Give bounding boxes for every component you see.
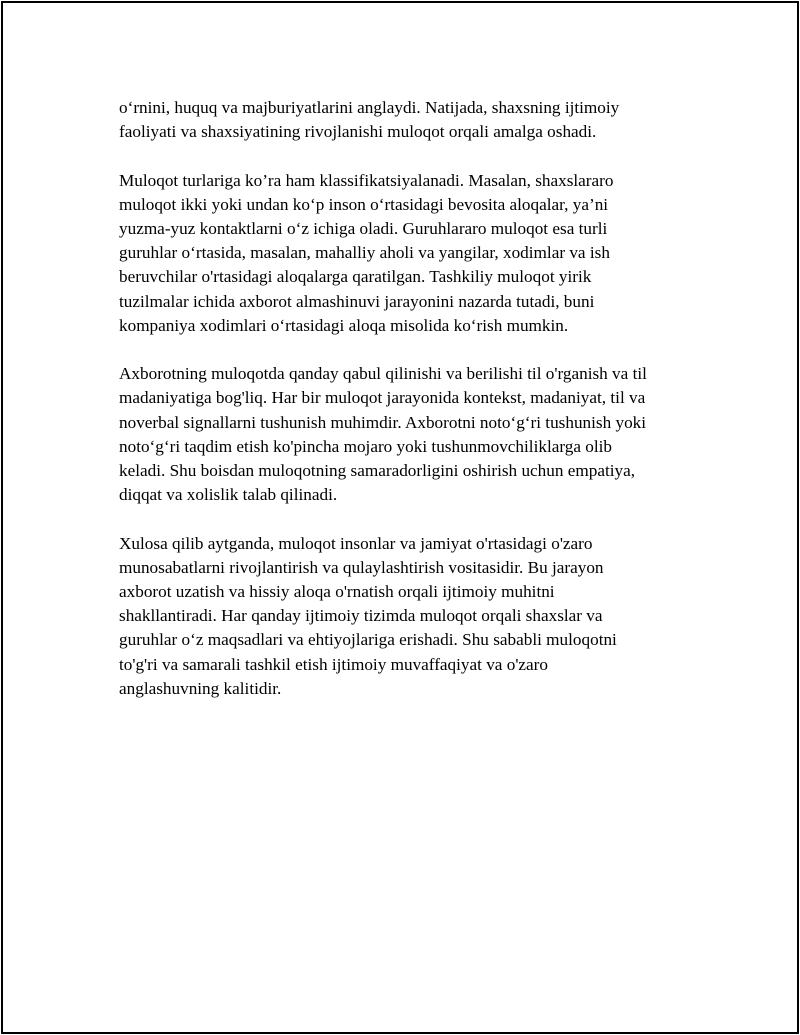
paragraph-3: [119, 362, 699, 507]
text-line: tuzilmalar ichida axborot almashinuvi jarayonini nazarda tutadi, buni: [119, 291, 595, 311]
paragraph-1: [119, 96, 699, 144]
text-line: axborot uzatish va hissiy aloqa o'rnatish orqali ijtimoiy muhitni: [119, 582, 555, 602]
text-line: Xulosa qilib aytganda, muloqot insonlar va jamiyat o'rtasidagi o'zaro: [119, 533, 593, 553]
text-line: guruhlar o‘rtasida, masalan, mahalliy aholi va yangilar, xodimlar va ish: [119, 243, 610, 263]
text-line: o‘rnini, huquq va majburiyatlarini anglaydi. Natijada, shaxsning ijtimoiy: [119, 98, 620, 117]
text-line: Axborotning muloqotda qanday qabul qilinishi va berilishi til o'rganish va til: [119, 364, 647, 384]
paragraph-2: [119, 169, 699, 338]
text-line: Muloqot turlariga ko’ra ham klassifikatsiyalanadi. Masalan, shaxslararo: [119, 170, 614, 190]
text-line: shakllantiradi. Har qanday ijtimoiy tizimda muloqot orqali shaxslar va: [119, 606, 603, 626]
text-line: muloqot ikki yoki undan ko‘p inson o‘rtasidagi bevosita aloqalar, ya’ni: [119, 194, 609, 214]
text-line: kompaniya xodimlari o‘rtasidagi aloqa misolida ko‘rish mumkin.: [119, 315, 569, 335]
text-line: diqqat va xolislik talab qilinadi.: [119, 485, 338, 505]
document-body: [119, 96, 699, 725]
text-line: madaniyatiga bog'liq. Har bir muloqot jarayonida kontekst, madaniyat, til va: [119, 388, 646, 408]
text-line: faoliyati va shaxsiyatining rivojlanishi muloqot orqali amalga oshadi.: [119, 122, 597, 142]
text-line: noto‘g‘ri taqdim etish ko'pincha mojaro yoki tushunmovchiliklarga olib: [119, 436, 613, 456]
text-line: anglashuvning kalitidir.: [119, 678, 282, 698]
text-line: to'g'ri va samarali tashkil etish ijtimoiy muvaffaqiyat va o'zaro: [119, 654, 548, 674]
text-line: munosabatlarni rivojlantirish va qulaylashtirish vositasidir. Bu jarayon: [119, 557, 604, 577]
text-line: yuzma-yuz kontaktlarni o‘z ichiga oladi. Guruhlararo muloqot esa turli: [119, 219, 608, 238]
paragraph-4: [119, 532, 699, 701]
text-line: beruvchilar o'rtasidagi aloqalarga qaratilgan. Tashkiliy muloqot yirik: [119, 267, 592, 287]
page-frame: [1, 1, 799, 1034]
text-line: noverbal signallarni tushunish muhimdir. Axborotni noto‘g‘ri tushunish yoki: [119, 412, 647, 432]
text-line: keladi. Shu boisdan muloqotning samaradorligini oshirish uchun empatiya,: [119, 461, 636, 481]
text-line: guruhlar o‘z maqsadlari va ehtiyojlariga erishadi. Shu sababli muloqotni: [119, 630, 617, 650]
